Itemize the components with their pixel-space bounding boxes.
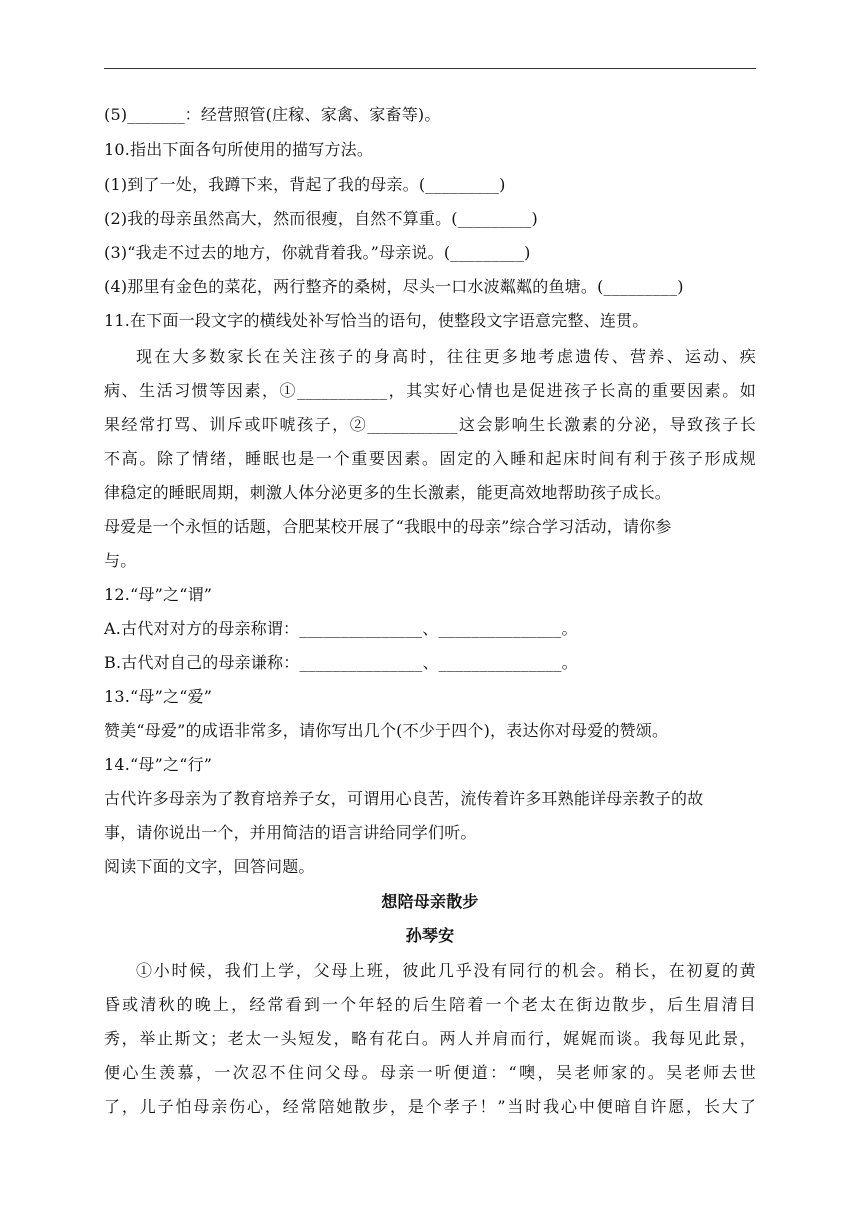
text-line: B.古代对自己的母亲谦称：_______________、_______________。 (104, 653, 578, 672)
text-line: 事，请你说出一个，并用简洁的语言讲给同学们听。 (104, 823, 477, 842)
article-author: 孙琴安 (405, 926, 455, 945)
header-rule (104, 68, 756, 69)
text-line: 母爱是一个永恒的话题，合肥某校开展了“我眼中的母亲”综合学习活动，请你参 (104, 517, 672, 536)
paragraph-line: 秀，举止斯文；老太一头短发，略有花白。两人并肩而行，娓娓而谈。我每见此景， (104, 1029, 756, 1048)
paragraph-line: 律稳定的睡眠周期，刺激人体分泌更多的生长激素，能更高效地帮助孩子成长。 (104, 483, 672, 502)
paragraph-line: 病、生活习惯等因素，①___________，其实好心情也是促进孩子长高的重要因素。如 (104, 381, 756, 400)
paragraph-line: 不高。除了情绪，睡眠也是一个重要因素。固定的入睡和起床时间有利于孩子形成规 (104, 449, 756, 468)
paragraph-line: 现在大多数家长在关注孩子的身高时，往往更多地考虑遗传、营养、运动、疾 (136, 347, 756, 366)
text-line: (4)那里有金色的菜花，两行整齐的桑树，尽头一口水波粼粼的鱼塘。(_________) (104, 277, 684, 296)
question-12-title: 12.“母”之“谓” (104, 585, 213, 604)
paragraph-line: 昏或清秋的晚上，经常看到一个年轻的后生陪着一个老太在街边散步，后生眉清目 (104, 995, 756, 1014)
text-line: (2)我的母亲虽然高大，然而很瘦，自然不算重。(_________) (104, 209, 538, 228)
question-14-title: 14.“母”之“行” (104, 755, 213, 774)
paragraph-line: 便心生羡慕，一次忍不住问父母。母亲一听便道：“噢，吴老师家的。吴老师去世 (104, 1063, 756, 1082)
question-10-title: 10.指出下面各句所使用的描写方法。 (104, 140, 374, 159)
text-line: 阅读下面的文字，回答问题。 (104, 857, 315, 876)
text-line: 古代许多母亲为了教育培养子女，可谓用心良苦，流传着许多耳熟能详母亲教子的故 (104, 789, 704, 808)
text-line: (5)_______：经营照管(庄稼、家禽、家畜等)。 (104, 105, 441, 124)
question-13-title: 13.“母”之“爱” (104, 687, 213, 706)
article-title: 想陪母亲散步 (381, 892, 479, 911)
text-line: 与。 (104, 551, 137, 570)
paragraph-line: ①小时候，我们上学，父母上班，彼此几乎没有同行的机会。稍长，在初夏的黄 (136, 961, 756, 980)
text-line: (3)“我走不过去的地方，你就背着我。”母亲说。(_________) (104, 243, 531, 262)
text-line: 赞美“母爱”的成语非常多，请你写出几个(不少于四个)，表达你对母爱的赞颂。 (104, 721, 669, 740)
text-line: (1)到了一处，我蹲下来，背起了我的母亲。(_________) (104, 175, 506, 194)
text-line: A.古代对对方的母亲称谓：_______________、_______________。 (104, 619, 578, 638)
paragraph-line: 了，儿子怕母亲伤心，经常陪她散步，是个孝子！”当时我心中便暗自许愿，长大了 (104, 1097, 756, 1116)
question-11-title: 11.在下面一段文字的横线处补写恰当的语句，使整段文字语意完整、连贯。 (104, 311, 649, 330)
paragraph-line: 果经常打骂、训斥或吓唬孩子，②___________这会影响生长激素的分泌，导致孩子长 (104, 415, 756, 434)
